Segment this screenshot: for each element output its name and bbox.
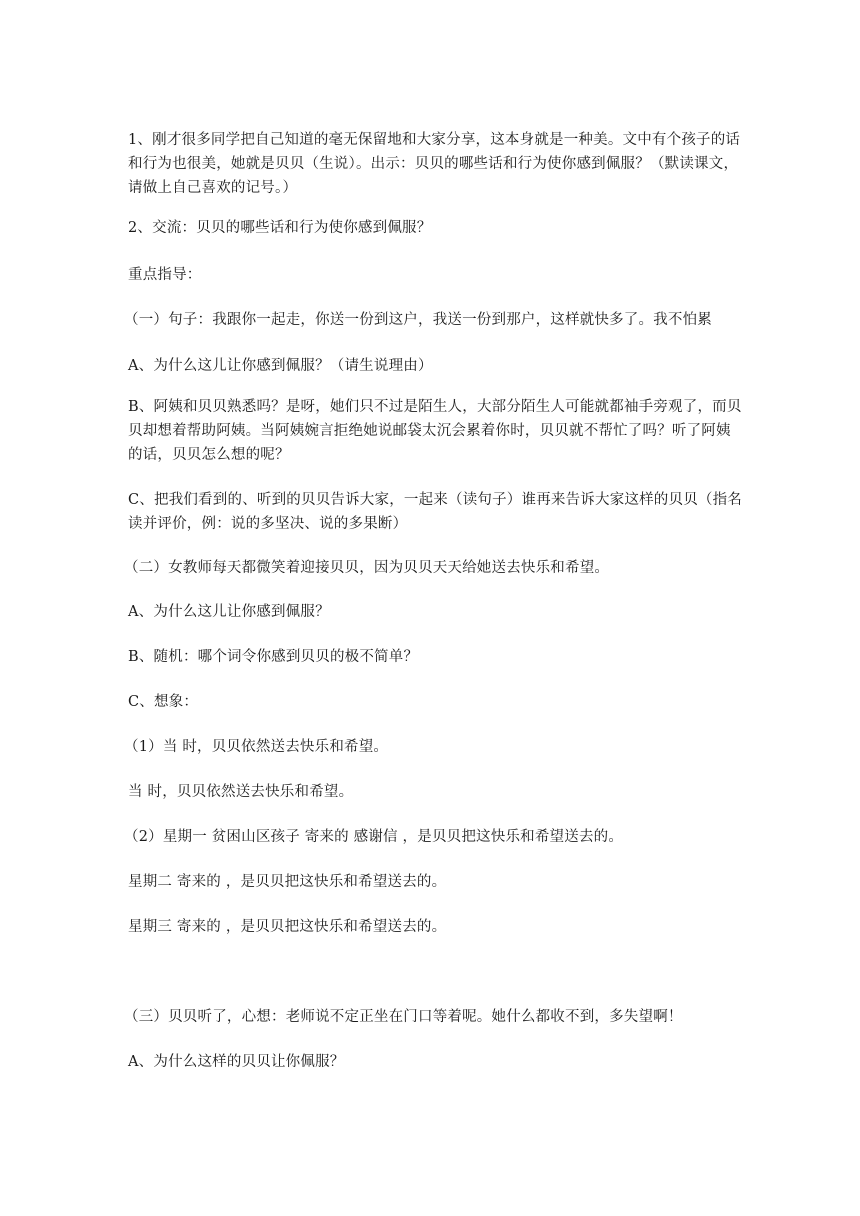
paragraph-3a: A、为什么这样的贝贝让你佩服？ [128,1054,345,1070]
paragraph-section-one: （一）句子：我跟你一起走，你送一份到这户，我送一份到那户，这样就快多了。我不怕累 [124,312,712,328]
paragraph-imagine-1b: 当 时，贝贝依然送去快乐和希望。 [128,784,354,800]
paragraph-tuesday: 星期二 寄来的 ，是贝贝把这快乐和希望送去的。 [128,874,447,890]
paragraph-1b: B、阿姨和贝贝熟悉吗？是呀，她们只不过是陌生人，大部分陌生人可能就都袖手旁观了，而贝贝却想着帮助阿姨。当阿姨婉言拒绝她说邮袋太沉会累着你时，贝贝就不帮忙了吗？听了阿姨的话，贝贝怎么想的呢？ [128,399,742,463]
paragraph-imagine-2: （2）星期一 贫困山区孩子 寄来的 感谢信 ，是贝贝把这快乐和希望送去的。 [124,829,624,845]
paragraph-wednesday: 星期三 寄来的 ，是贝贝把这快乐和希望送去的。 [128,919,447,935]
paragraph-1a: A、为什么这儿让你感到佩服？（请生说理由） [128,358,433,374]
paragraph-imagine-1: （1）当 时，贝贝依然送去快乐和希望。 [124,739,389,755]
paragraph-1c: C、把我们看到的、听到的贝贝告诉大家，一起来（读句子）谁再来告诉大家这样的贝贝（指名读并评价，例：说的多坚决、说的多果断） [128,492,742,532]
paragraph-2b: B、随机：哪个词令你感到贝贝的极不简单？ [128,649,419,665]
paragraph-2c: C、想象： [128,694,199,710]
paragraph-2: 2、交流：贝贝的哪些话和行为使你感到佩服？ [128,220,432,236]
paragraph-section-two: （二）女教师每天都微笑着迎接贝贝，因为贝贝天天给她送去快乐和希望。 [124,560,610,576]
paragraph-2a: A、为什么这儿让你感到佩服？ [128,604,330,620]
paragraph-1: 1、刚才很多同学把自己知道的毫无保留地和大家分享，这本身就是一种美。文中有个孩子的话和行为也很美，她就是贝贝（生说）。出示：贝贝的哪些话和行为使你感到佩服？（默读课文，请做上自己喜欢的记号。） [128,132,741,196]
paragraph-key-guidance: 重点指导： [128,267,202,283]
paragraph-section-three: （三）贝贝听了，心想：老师说不定正坐在门口等着呢。她什么都收不到，多失望啊！ [124,1009,683,1025]
